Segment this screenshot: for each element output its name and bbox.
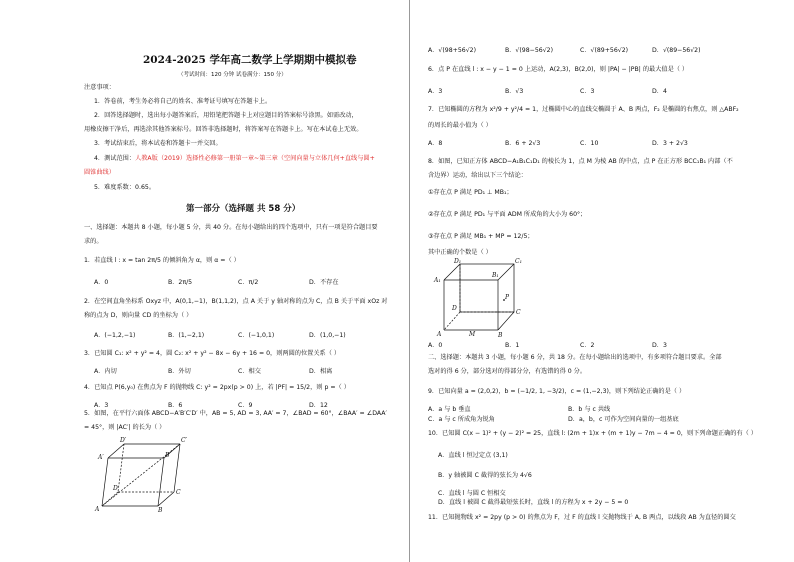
q10-stem: 10．已知圆 C(x − 1)² + (y − 2)² = 25，直线 l: (2m + 1)x + (m + 1)y − 7m − 4 = 0，则下列命题正确的有（ ） [428, 430, 757, 437]
label-a: A [437, 331, 442, 338]
q8-option-a[interactable]: A．0 [428, 342, 443, 349]
q9-option-d[interactable]: D．a，b，c 可作为空间向量的一组基底 [568, 416, 679, 423]
q10-option-d[interactable]: D．直线 l 被圆 C 截得最短弦长时，直线 l 的方程为 x + 2y − 5 = 0 [438, 499, 629, 506]
label-c-prime: C′ [181, 437, 187, 444]
part1-title: 第一部分（选择题 共 58 分） [186, 204, 301, 214]
note-4b: 圆锥曲线） [84, 169, 115, 176]
note-4a: 4．测试范围：人教A版（2019）选择性必修第一册第一章~第三章（空间向量与立体几何+直线与圆+ [94, 155, 375, 162]
note-3: 3．考试结束后，将本试卷和答题卡一并交回。 [94, 140, 222, 147]
part2-intro-1: 二、选择题：本题共 3 小题，每小题 6 分，共 18 分。在每小题给出的选项中，有多项符合题目要求。全部 [428, 354, 722, 361]
label-d: D [113, 485, 118, 492]
q6-stem: 6．点 P 在直线 l : x − y − 1 = 0 上运动，A(2,3)，B(2,0)，则 |PA| − |PB| 的最大值是（ ） [428, 66, 689, 73]
label-b: B [158, 507, 163, 512]
q8-option-d[interactable]: D．3 [652, 342, 667, 349]
q10-option-b[interactable]: B．y 轴被圆 C 截得的弦长为 4√6 [438, 472, 532, 479]
q2-stem-2: 称的点为 D，则向量 CD 的坐标为（ ） [84, 312, 193, 319]
label-b1: B₁ [492, 272, 499, 279]
parallelepiped-figure [92, 436, 192, 512]
q8-claim-1: ①存在点 P 满足 PD₁ ⊥ MB₁； [428, 189, 513, 196]
q3-option-d[interactable]: D．相离 [309, 368, 333, 375]
q1-option-c[interactable]: C．π/2 [238, 279, 259, 286]
q4-stem: 4．已知点 P(6,y₀) 在焦点为 F 的抛物线 C: y² = 2px(p > 0) 上，若 |PF| = 15/2，则 p =（ ） [84, 384, 350, 391]
q9-option-a[interactable]: A．a 与 b 垂直 [428, 406, 471, 413]
q10-option-c[interactable]: C．直线 l 与圆 C 恒相交 [438, 490, 506, 497]
q5-option-a[interactable]: A．√(98+56√2) [428, 47, 477, 54]
q8-claim-2: ②存在点 P 满足 PD₁ 与平面 ADM 所成角的大小为 60°； [428, 211, 587, 218]
label-b: B [498, 332, 503, 338]
q10-option-a[interactable]: A．直线 l 恒过定点 (3,1) [438, 452, 508, 459]
q7-option-c[interactable]: C．10 [580, 140, 599, 147]
q7-option-b[interactable]: B．6 + 2√3 [505, 140, 541, 147]
label-b-prime: B′ [165, 452, 171, 459]
q8-claim-3: ③存在点 P 满足 MB₁ + MP = 12/5； [428, 233, 534, 240]
q7-option-d[interactable]: D．3 + 2√3 [652, 140, 688, 147]
q6-option-d[interactable]: D．4 [652, 88, 667, 95]
q9-option-c[interactable]: C．a 与 c 所成角为锐角 [428, 416, 495, 423]
label-d1: D₁ [454, 258, 462, 265]
q9-option-b[interactable]: B．b 与 c 共线 [568, 406, 611, 413]
label-d-prime: D′ [120, 437, 127, 444]
q1-option-d[interactable]: D．不存在 [309, 279, 339, 286]
part1-intro-2: 求的。 [84, 238, 103, 245]
label-m: M [469, 331, 476, 338]
q2-option-b[interactable]: B．(1,−2,1) [168, 332, 205, 339]
q5-stem-2: = 45°，则 |AC′| 的长为（ ） [84, 424, 166, 431]
note-2a: 2．回答选择题时，选出每小题答案后，用铅笔把答题卡上对应题目的答案标号涂黑。如需改动， [94, 112, 358, 119]
q8-stem-2: 含边界）运动，给出以下三个结论： [428, 172, 527, 179]
q4-option-b[interactable]: B．6 [168, 402, 183, 409]
q5-option-b[interactable]: B．√(98−56√2) [505, 47, 554, 54]
part2-intro-2: 选对的得 6 分，部分选对的得部分分，有选错的得 0 分。 [428, 368, 587, 375]
note-2b: 用橡皮擦干净后，再选涂其他答案标号。回答非选择题时，将答案写在答题卡上。写在本试卷上无效。 [84, 126, 363, 133]
label-p: P [505, 294, 510, 301]
q7-stem-1: 7．已知椭圆的方程为 x²/9 + y²/4 = 1，过椭圆中心的直线交椭圆于 A、B 两点，F₂ 是椭圆的右焦点，则 △ABF₂ [428, 106, 739, 113]
q8-option-b[interactable]: B．1 [505, 342, 520, 349]
q8-option-c[interactable]: C．2 [580, 342, 595, 349]
q8-question: 其中正确的个数是（ ） [428, 249, 492, 256]
label-c: C [176, 489, 181, 496]
q6-option-c[interactable]: C．3 [580, 88, 595, 95]
q2-option-d[interactable]: D．(1,0,−1) [309, 332, 346, 339]
q5-option-d[interactable]: D．√(89−56√2) [652, 47, 701, 54]
q2-option-c[interactable]: C．(−1,0,1) [238, 332, 275, 339]
q1-stem: 1．若直线 l : x = tan 2π/5 的倾斜角为 α，则 α =（ ） [84, 257, 240, 264]
note-1: 1．答卷前，考生务必将自己的姓名、准考证号填写在答题卡上。 [94, 98, 272, 105]
q3-option-c[interactable]: C．相交 [238, 368, 261, 375]
q8-stem-1: 8．如图，已知正方体 ABCD−A₁B₁C₁D₁ 的棱长为 1，点 M 为棱 AB 的中点，点 P 在正方形 BCC₁B₁ 内部（不 [428, 158, 733, 165]
q6-option-b[interactable]: B．√3 [505, 88, 524, 95]
column-divider [409, 0, 410, 562]
note-5: 5．难度系数：0.65。 [94, 184, 156, 191]
q11-stem: 11．已知抛物线 x² = 2py (p > 0) 的焦点为 F，过 F 的直线 l 交抛物线于 A, B 两点，以线段 AB 为直径的圆交 [428, 514, 736, 521]
q3-stem: 3．已知圆 C₁: x² + y² = 4，圆 C₂: x² + y² − 8x − 6y + 16 = 0，则两圆的位置关系（ ） [84, 350, 341, 357]
label-c1: C₁ [515, 258, 522, 265]
q4-option-d[interactable]: D．12 [309, 402, 328, 409]
exam-info: （考试时间：120 分钟 试卷满分：150 分） [178, 72, 287, 78]
page-title: 2024-2025 学年高二数学上学期期中模拟卷 [143, 54, 357, 66]
label-d: D [452, 305, 457, 312]
q5-stem-1: 5．如图，在平行六面体 ABCD−A′B′C′D′ 中，AB = 5, AD = 3, AA′ = 7，∠BAD = 60°，∠BAA′ = ∠DAA′ [84, 410, 387, 417]
label-a1: A₁ [434, 277, 441, 284]
notes-heading: 注意事项： [84, 84, 115, 91]
q4-option-a[interactable]: A．3 [94, 402, 109, 409]
q4-option-c[interactable]: C．9 [238, 402, 253, 409]
cube-figure [432, 256, 528, 338]
label-c: C [516, 309, 521, 316]
q1-option-b[interactable]: B．2π/5 [168, 279, 193, 286]
q7-option-a[interactable]: A．8 [428, 140, 443, 147]
label-a-prime: A′ [98, 454, 104, 461]
part1-intro-1: 一、选择题：本题共 8 小题，每小题 5 分，共 40 分。在每小题给出的四个选项中，只有一项是符合题目要 [84, 224, 378, 231]
q3-option-a[interactable]: A．内切 [94, 368, 117, 375]
q3-option-b[interactable]: B．外切 [168, 368, 191, 375]
label-a: A [95, 506, 100, 512]
q2-option-a[interactable]: A．(−1,2,−1) [94, 332, 136, 339]
q9-stem: 9．已知向量 a = (2,0,2)，b = (−1/2, 1, −3/2)，c = (1,−2,3)，则下列结论正确的是（ ） [428, 388, 686, 395]
q5-option-c[interactable]: C．√(89+56√2) [580, 47, 629, 54]
q2-stem-1: 2．在空间直角坐标系 Oxyz 中，A(0,1,−1)，B(1,1,2)，点 A 关于 y 轴对称的点为 C，点 B 关于平面 xOz 对 [84, 298, 388, 305]
q1-option-a[interactable]: A．0 [94, 279, 109, 286]
q7-stem-2: 的周长的最小值为（ ） [428, 122, 492, 129]
q6-option-a[interactable]: A．3 [428, 88, 443, 95]
